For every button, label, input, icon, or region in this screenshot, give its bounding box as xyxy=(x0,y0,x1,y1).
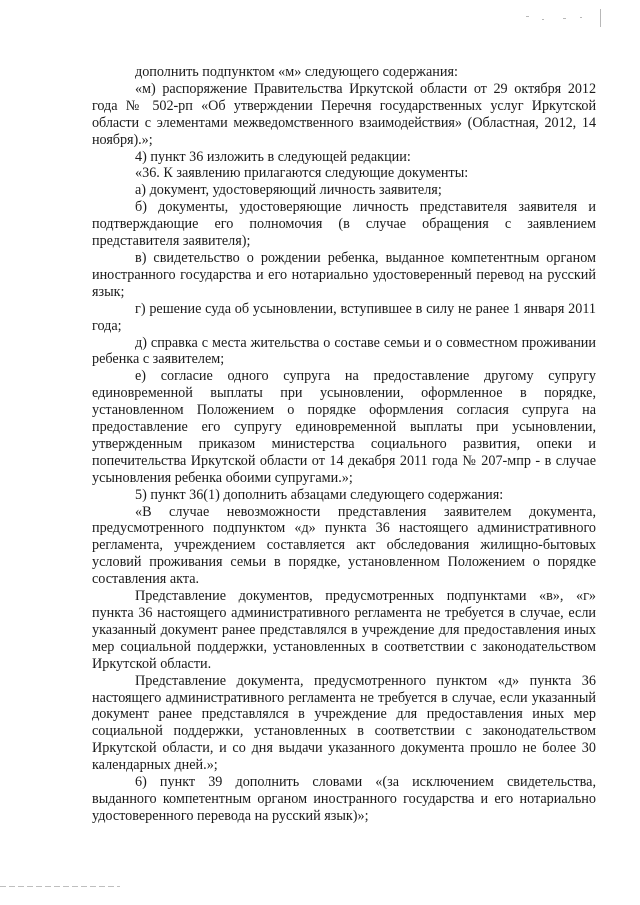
paragraph-item-b: б) документы, удостоверяющие личность представителя заявителя и подтверждающие его полномочия (в случае обращения с заявлением представителя заявителя); xyxy=(92,199,596,250)
scan-noise-marks xyxy=(518,8,608,34)
paragraph-act-of-inspection: «В случае невозможности представления заявителем документа, предусмотренного подпунктом «д» пункта 36 настоящего административного регламента, учреждением составляется акт обследования жилищно-бытовых условий проживания семьи в порядке, установленном Положением о порядке составления акта. xyxy=(92,503,596,588)
paragraph-document-d: Представление документа, предусмотренного пунктом «д» пункта 36 настоящего административного регламента не требуется в случае, если указанный документ ранее представлялся в учреждение для предоставления иных мер социальной поддержки, установленных в соответствии с законодательством Иркутской области, и со дня выдачи указанного документа прошло не более 30 календарных дней.»; xyxy=(92,672,596,774)
paragraph-point-36-heading: «36. К заявлению прилагаются следующие документы: xyxy=(135,165,469,182)
bottom-scan-rule xyxy=(0,886,120,887)
paragraph-item-g: г) решение суда об усыновлении, вступившее в силу не ранее 1 января 2011 года; xyxy=(92,300,596,334)
paragraph-item-v: в) свидетельство о рождении ребенка, выданное компетентным органом иностранного государства и его нотариально удостоверенный перевод на русский язык; xyxy=(92,249,596,300)
paragraph-point-5: 5) пункт 36(1) дополнить абзацами следующего содержания: xyxy=(135,486,504,503)
paragraph-documents-v-g: Представление документов, предусмотренных подпунктами «в», «г» пункта 36 настоящего административного регламента не требуется в случае, если указанный документ ранее представлялся в учреждение для предоставления иных мер социальной поддержки, установленных в соответствии с законодательством Иркутской области. xyxy=(92,588,596,672)
paragraph-item-d: д) справка с места жительства о составе семьи и о совместном проживании ребенка с заявителем; xyxy=(92,334,596,368)
paragraph-point-6: 6) пункт 39 дополнить словами «(за исключением свидетельства, выданного компетентным органом иностранного государства и его нотариально удостоверенного перевода на русский язык)»; xyxy=(92,774,596,824)
paragraph-point-4: 4) пункт 36 изложить в следующей редакции: xyxy=(135,148,411,165)
paragraph-intro: дополнить подпунктом «м» следующего содержания: xyxy=(135,64,458,80)
paragraph-subitem-m: «м) распоряжение Правительства Иркутской области от 29 октября 2012 года № 502-рп «Об утверждении Перечня государственных услуг Иркутской области с элементами межведомственного взаимодействия» (Областная, 2012, 14 ноября).»; xyxy=(92,80,596,148)
document-text xyxy=(92,64,596,825)
paragraph-item-e: е) согласие одного супруга на предоставление другому супругу единовременной выплаты при усыновлении, оформленное в порядке, установленном Положением о порядке оформления согласия супруга на предоставление его супругу единовременной выплаты при усыновлении, утвержденным приказом министерства социального развития, опеки и попечительства Иркутской области от 14 декабря 2011 года № 207-мпр - в случае усыновления ребенка обоими супругами.»; xyxy=(92,368,596,486)
paragraph-item-a: а) документ, удостоверяющий личность заявителя; xyxy=(135,182,442,199)
